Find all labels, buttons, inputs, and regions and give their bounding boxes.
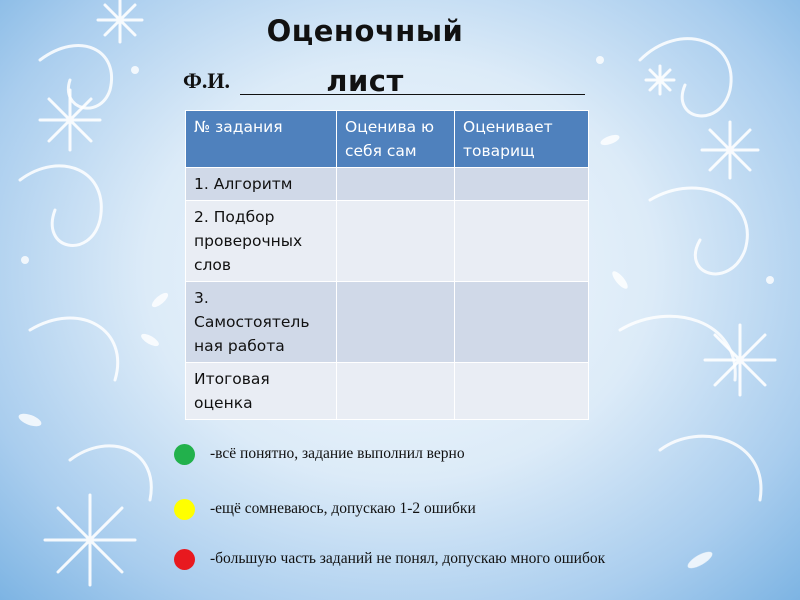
- header-task-number: № задания: [186, 111, 337, 168]
- table-row: [186, 282, 589, 363]
- peer-grade-cell[interactable]: [455, 363, 589, 420]
- task-name-cell: 3. Самостоятель ная работа: [186, 282, 337, 363]
- task-name-cell: Итоговая оценка: [186, 363, 337, 420]
- self-grade-cell[interactable]: [337, 201, 455, 282]
- fio-underline: [240, 94, 585, 95]
- page-title: Оценочный лист: [266, 14, 464, 98]
- peer-grade-cell[interactable]: [455, 282, 589, 363]
- header-peer-assessment: Оценивает товарищ: [455, 111, 589, 168]
- fio-label: Ф.И.: [183, 68, 231, 93]
- red-circle-icon: [174, 549, 195, 570]
- legend-label: -большую часть заданий не понял, допускаю много ошибок: [210, 550, 606, 567]
- grading-table: [185, 110, 589, 420]
- self-grade-cell[interactable]: [337, 168, 455, 201]
- header-self-assessment: Оценива ю себя сам: [337, 111, 455, 168]
- legend-label: -ещё сомневаюсь, допускаю 1-2 ошибки: [210, 500, 476, 517]
- peer-grade-cell[interactable]: [455, 168, 589, 201]
- table-row: [186, 363, 589, 420]
- task-name-cell: 1. Алгоритм: [186, 168, 337, 201]
- table-row: [186, 168, 589, 201]
- legend-label: -всё понятно, задание выполнил верно: [210, 445, 465, 462]
- peer-grade-cell[interactable]: [455, 201, 589, 282]
- table-row: [186, 201, 589, 282]
- yellow-circle-icon: [174, 499, 195, 520]
- self-grade-cell[interactable]: [337, 282, 455, 363]
- self-grade-cell[interactable]: [337, 363, 455, 420]
- green-circle-icon: [174, 444, 195, 465]
- table-header-row: [186, 111, 589, 168]
- task-name-cell: 2. Подбор проверочных слов: [186, 201, 337, 282]
